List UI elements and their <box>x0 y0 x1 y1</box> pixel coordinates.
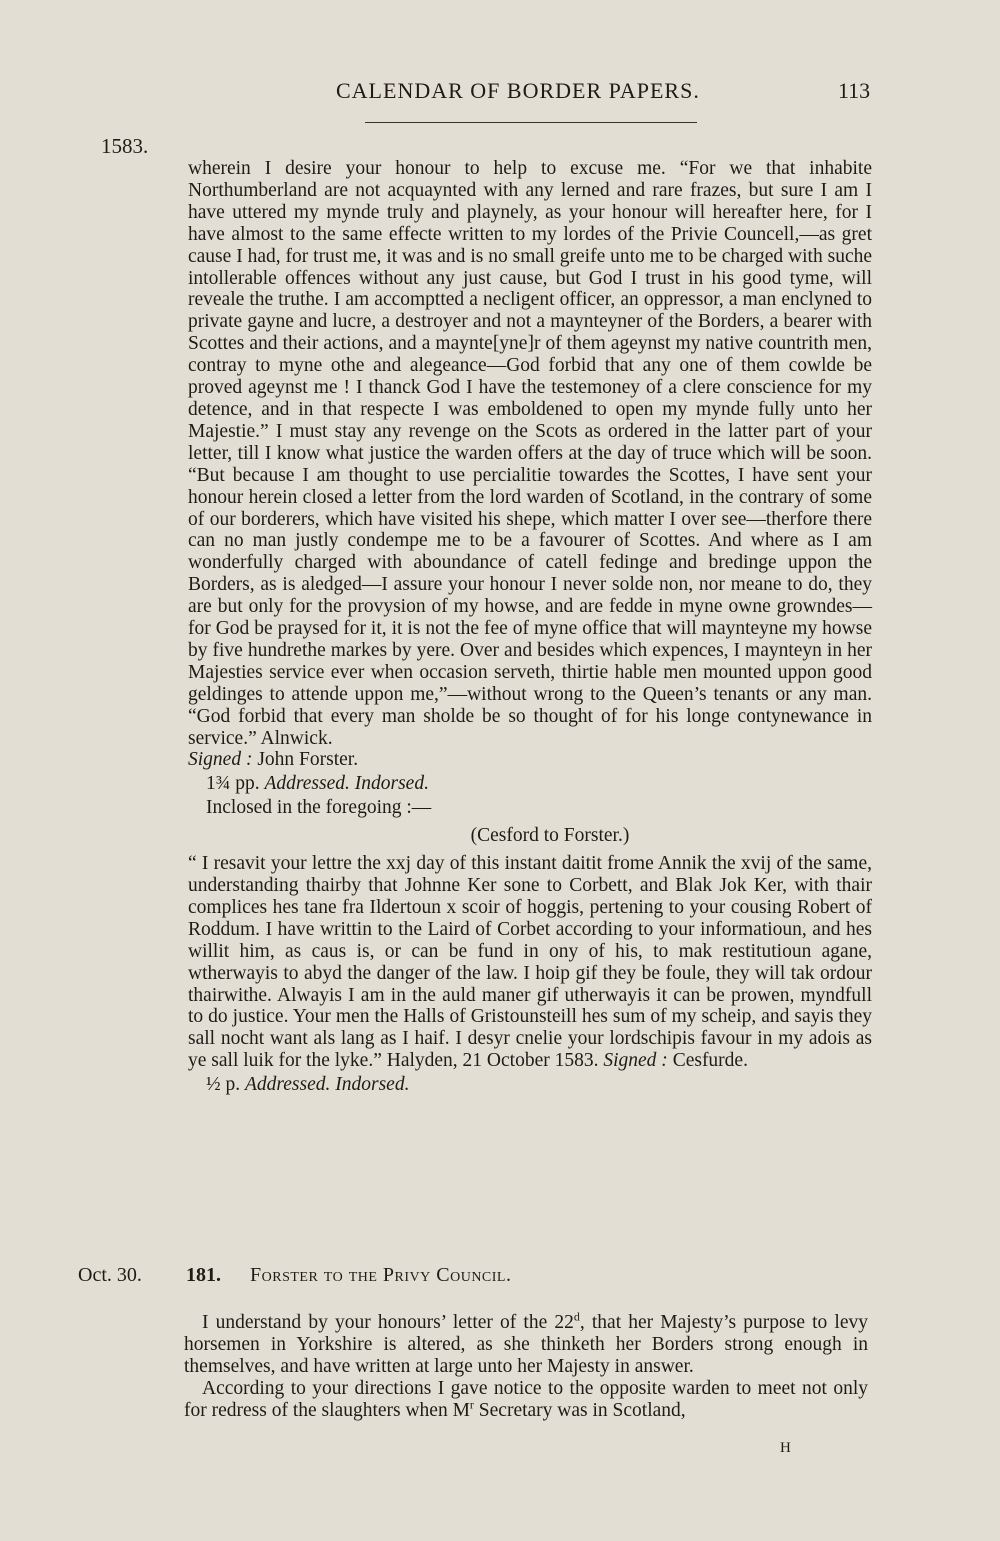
letter-body <box>188 158 872 1096</box>
page-number: 113 <box>838 78 871 103</box>
superscript: r <box>469 1397 474 1412</box>
enclosure-text <box>188 853 872 1072</box>
entry-number: 181. <box>186 1264 221 1286</box>
entry-text: According to your directions I gave notice to the opposite warden to meet not only for redress of the slaughters when M <box>184 1377 868 1421</box>
signed-name: John Forster. <box>257 749 359 771</box>
running-title: CALENDAR OF BORDER PAPERS. <box>336 78 700 103</box>
margin-year: 1583. <box>101 134 149 158</box>
letter-paragraph: wherein I desire your honour to help to excuse me. “For we that inhabite Northumberland are not acquaynted with any lerned and rare frazes, but sure I am I have uttered my mynde truly and playnely, as your honour will hereafter here, for I have almost to the same effecte written to my lordes of the Privie Councell,—as gret cause I had, for trust me, it was and is no small greife unto me to be charged with suche intollerable offences without any just cause, but God I trust in his good tyme, will reveale the truthe. I am accomptted a necligent officer, an oppressor, a man enclyned to private gayne and lucre, a destroyer and not a maynteyner of the Borders, a bearer with Scottes and their actions, and a maynte[yne]r of them ageynst my native countrith men, contray to myne othe and alegeance—God forbid that any one of them cowlde be proved ageynst me ! I thanck God I have the testemoney of a clere conscience for my detence, and in that respecte I was emboldened to open my mynde fully unto her Majestie.” I must stay any revenge on the Scots as ordered in the latter part of your letter, till I know what justice the warden offers at the day of truce which will be soon. “But because I am thought to use percialitie towardes the Scottes, I have sent your honour herein closed a letter from the lord warden of Scotland, in the contrary of some of our borderers, which have visited his shepe, which matter I over see—therfore there can no man justly condempe me to be a favourer of Scottes. And where as I am wonderfully charged with aboundance of catell fedinge and bredinge uppon the Borders, as is aledged—I assure your honour I never solde non, nor meane to do, they are but only for the provysion of my howse, and are fedde in myne owne growndes—for God be praysed for it, it is not the fee of myne office that will maynteyne my howse by five hundrethe markes by yere. Over and besides which expences, I maynteyn in her Majesties service ever when occasion serveth, thirtie hable men mounted uppon good geldinges to attende uppon me,”—without wrong to the Queen’s tenants or any man. “God forbid that every man sholde be so thought of for his longe contynewance in service.” Alnwick. <box>188 158 872 749</box>
document-note <box>188 773 872 795</box>
enclosure-body: “ I resavit your lettre the xxj day of this instant daitit frome Annik the xvij of the same, understanding thairby that Johnne Ker sone to Corbett, and Blak Jok Ker, with thair complices hes tane fra Ildertoun x scoir of hoggis, pertening to your cousing Robert of Roddum. I have writtin to the Laird of Corbet according to your informatioun, and hes willit him, as caus is, or can be fund in ony of his, to mak restitutioun agane, wtherwayis to abyd the danger of the law. I hoip gif they be foule, they will tak ordour thairwithe. Alwayis I am in the auld maner gif utherwayis it can be prowen, myndfull to do justice. Your men the Halls of Gristounsteill hes sum of my scheip, and sayis they sall nocht want als lang as I haif. I desyr cnelie your lordschipis favour in my adois as ye sall luik for the lyke.” Halyden, 21 October 1583. <box>188 853 872 1072</box>
note-text-2: Addressed. Indorsed. <box>245 1074 410 1096</box>
superscript: d <box>573 1309 580 1324</box>
page-header <box>0 78 1000 118</box>
enclosure-intro: Inclosed in the foregoing :— <box>206 797 432 819</box>
signature-line <box>188 749 872 771</box>
entry-body <box>184 1309 868 1422</box>
note-size-2: ½ p. <box>206 1074 241 1096</box>
entry-text: I understand by your honours’ letter of the 22 <box>202 1312 574 1333</box>
entry-paragraph <box>184 1309 868 1378</box>
note-size: 1¾ pp. <box>206 773 260 795</box>
note-text: Addressed. Indorsed. <box>264 773 429 795</box>
entry-text: , that her Majesty’s purpose to levy horsemen in Yorkshire is altered, as she thinketh her Borders strong enough in themselves, and have written at large unto her Majesty in answer. <box>184 1312 868 1377</box>
enclosure-title: (Cesford to Forster.) <box>470 825 630 847</box>
enclosure-signed-name: Cesfurde. <box>672 1050 748 1072</box>
document-note-2 <box>188 1074 872 1096</box>
entry-date: Oct. 30. <box>78 1264 142 1286</box>
signed-label: Signed : <box>188 749 253 771</box>
signature-mark: H <box>780 1440 791 1456</box>
entry-text: Secretary was in Scotland, <box>473 1399 686 1421</box>
entry-heading: Forster to the Privy Council. <box>250 1264 512 1286</box>
enclosure-signed-label: Signed : <box>603 1050 668 1072</box>
entry-paragraph <box>184 1378 868 1422</box>
header-rule <box>365 122 697 123</box>
